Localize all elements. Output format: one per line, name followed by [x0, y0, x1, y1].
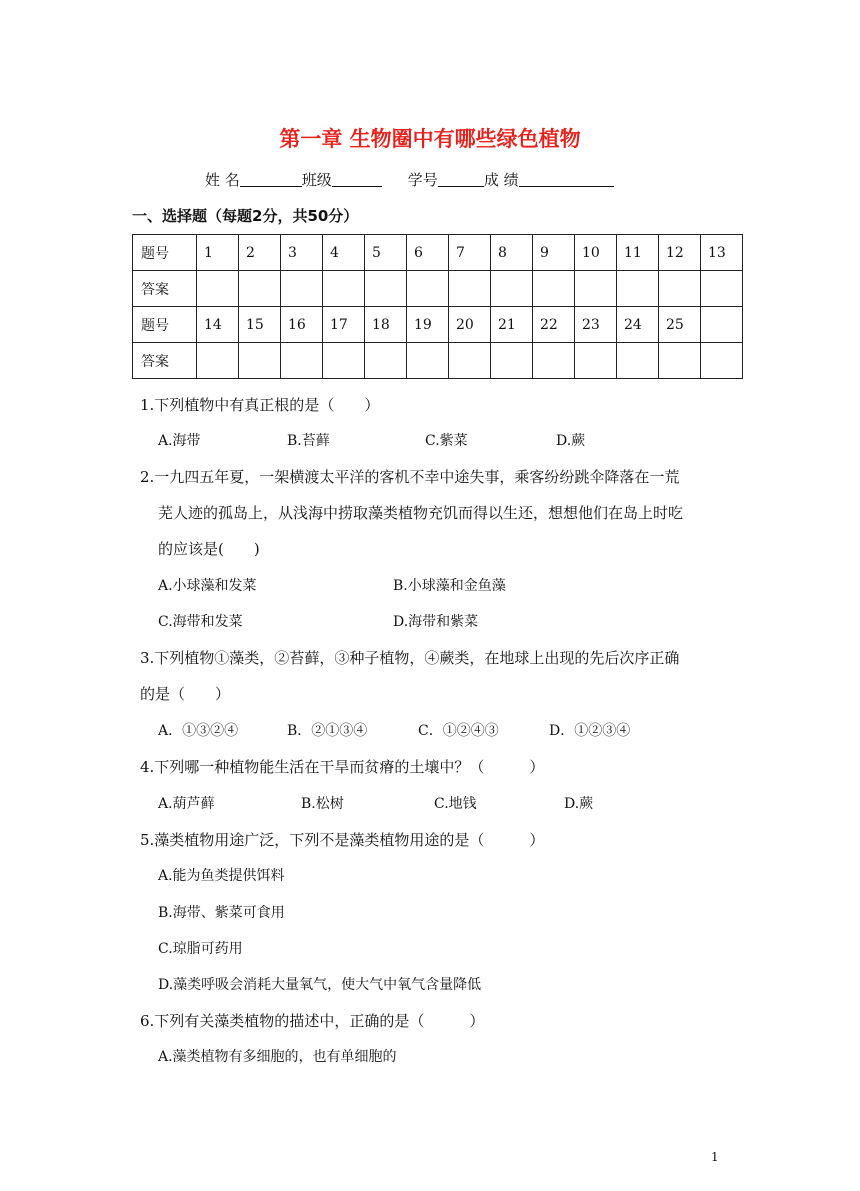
table-cell: 答案 [133, 271, 197, 307]
table-cell: 18 [365, 307, 407, 343]
table-cell: 21 [491, 307, 533, 343]
table-cell: 14 [197, 307, 239, 343]
table-cell: 15 [239, 307, 281, 343]
question-2-stem-line3: 的应该是( ) [158, 540, 260, 558]
table-cell: 11 [617, 235, 659, 271]
answer-cell[interactable] [323, 343, 365, 379]
question-1-option-d: D.蕨 [556, 433, 586, 449]
class-label: 班级 [301, 171, 332, 189]
name-label: 姓 名 [205, 171, 240, 189]
question-3-stem-line2: 的是（ ） [140, 685, 231, 703]
answer-cell[interactable] [533, 271, 575, 307]
answer-cell[interactable] [449, 343, 491, 379]
answer-cell[interactable] [281, 271, 323, 307]
table-cell: 19 [407, 307, 449, 343]
table-row [133, 307, 743, 343]
question-4-stem: 4.下列哪一种植物能生活在干旱而贫瘠的土壤中？（ ） [140, 758, 545, 776]
page-number: 1 [711, 1150, 719, 1164]
question-1-option-c: C.紫菜 [425, 433, 468, 449]
table-cell: 23 [575, 307, 617, 343]
question-2-option-c: C.海带和发菜 [158, 614, 243, 630]
question-4-option-c: C.地钱 [434, 796, 477, 812]
name-blank [240, 172, 302, 187]
answer-table [132, 234, 743, 379]
answer-cell[interactable] [239, 271, 281, 307]
question-5-option-b: B.海带、紫菜可食用 [158, 905, 285, 921]
table-cell: 6 [407, 235, 449, 271]
table-row [133, 343, 743, 379]
answer-cell[interactable] [323, 271, 365, 307]
question-1-option-b: B.苔藓 [287, 433, 330, 449]
table-cell: 4 [323, 235, 365, 271]
table-cell: 10 [575, 235, 617, 271]
question-4-option-a: A.葫芦藓 [158, 796, 215, 812]
question-4-option-b: B.松树 [301, 796, 344, 812]
table-cell: 24 [617, 307, 659, 343]
answer-cell[interactable] [617, 343, 659, 379]
score-blank [519, 172, 614, 187]
table-cell: 8 [491, 235, 533, 271]
table-cell: 3 [281, 235, 323, 271]
table-cell: 2 [239, 235, 281, 271]
question-2-stem-line2: 芜人迹的孤岛上，从浅海中捞取藻类植物充饥而得以生还，想想他们在岛上时吃 [158, 504, 684, 522]
table-cell: 25 [659, 307, 701, 343]
question-5-stem: 5.藻类植物用途广泛，下列不是藻类植物用途的是（ ） [140, 831, 545, 849]
page-title: 第一章 生物圈中有哪些绿色植物 [279, 127, 581, 151]
question-3-option-a: A．①③②④ [158, 723, 239, 739]
question-5-option-c: C.琼脂可药用 [158, 941, 243, 957]
question-5-option-d: D.藻类呼吸会消耗大量氧气，使大气中氧气含量降低 [158, 977, 482, 993]
table-cell: 17 [323, 307, 365, 343]
question-2-option-d: D.海带和紫菜 [393, 614, 479, 630]
table-cell: 7 [449, 235, 491, 271]
student-info-line [205, 169, 614, 190]
answer-cell[interactable] [197, 271, 239, 307]
table-cell: 题号 [133, 235, 197, 271]
answer-cell[interactable] [197, 343, 239, 379]
answer-cell[interactable] [407, 343, 449, 379]
answer-cell[interactable] [491, 271, 533, 307]
question-3-option-c: C．①②④③ [418, 723, 499, 739]
answer-cell[interactable] [281, 343, 323, 379]
answer-cell[interactable] [449, 271, 491, 307]
question-5-option-a: A.能为鱼类提供饵料 [158, 868, 285, 884]
table-cell: 5 [365, 235, 407, 271]
table-row [133, 235, 743, 271]
question-2-option-a: A.小球藻和发菜 [158, 578, 257, 594]
table-cell [701, 307, 743, 343]
answer-cell[interactable] [659, 271, 701, 307]
answer-cell[interactable] [701, 343, 743, 379]
question-1-option-a: A.海带 [158, 433, 201, 449]
answer-cell[interactable] [491, 343, 533, 379]
question-6-option-a: A.藻类植物有多细胞的，也有单细胞的 [158, 1049, 397, 1065]
table-cell: 16 [281, 307, 323, 343]
answer-cell[interactable] [659, 343, 701, 379]
answer-cell[interactable] [575, 271, 617, 307]
answer-cell[interactable] [533, 343, 575, 379]
answer-cell[interactable] [365, 271, 407, 307]
question-2-stem-line1: 2.一九四五年夏，一架横渡太平洋的客机不幸中途失事，乘客纷纷跳伞降落在一荒 [140, 468, 680, 486]
question-3-option-b: B．②①③④ [287, 723, 368, 739]
table-cell: 12 [659, 235, 701, 271]
section-heading: 一、选择题（每题2分，共50分） [132, 207, 359, 225]
table-cell: 1 [197, 235, 239, 271]
answer-cell[interactable] [701, 271, 743, 307]
question-3-option-d: D．①②③④ [549, 723, 631, 739]
table-row [133, 271, 743, 307]
question-2-option-b: B.小球藻和金鱼藻 [393, 578, 506, 594]
table-cell: 13 [701, 235, 743, 271]
answer-cell[interactable] [575, 343, 617, 379]
class-blank [332, 172, 382, 187]
answer-cell[interactable] [365, 343, 407, 379]
answer-cell[interactable] [617, 271, 659, 307]
table-cell: 20 [449, 307, 491, 343]
score-label: 成 绩 [483, 171, 519, 189]
answer-cell[interactable] [239, 343, 281, 379]
table-cell: 9 [533, 235, 575, 271]
question-6-stem: 6.下列有关藻类植物的描述中，正确的是（ ） [140, 1012, 485, 1030]
question-1-stem: 1.下列植物中有真正根的是（ ） [140, 396, 380, 414]
question-4-option-d: D.蕨 [564, 796, 594, 812]
answer-cell[interactable] [407, 271, 449, 307]
id-label: 学号 [407, 171, 438, 189]
id-blank [438, 172, 484, 187]
question-3-stem-line1: 3.下列植物①藻类，②苔藓，③种子植物，④蕨类，在地球上出现的先后次序正确 [140, 649, 680, 667]
table-cell: 题号 [133, 307, 197, 343]
table-cell: 答案 [133, 343, 197, 379]
table-cell: 22 [533, 307, 575, 343]
